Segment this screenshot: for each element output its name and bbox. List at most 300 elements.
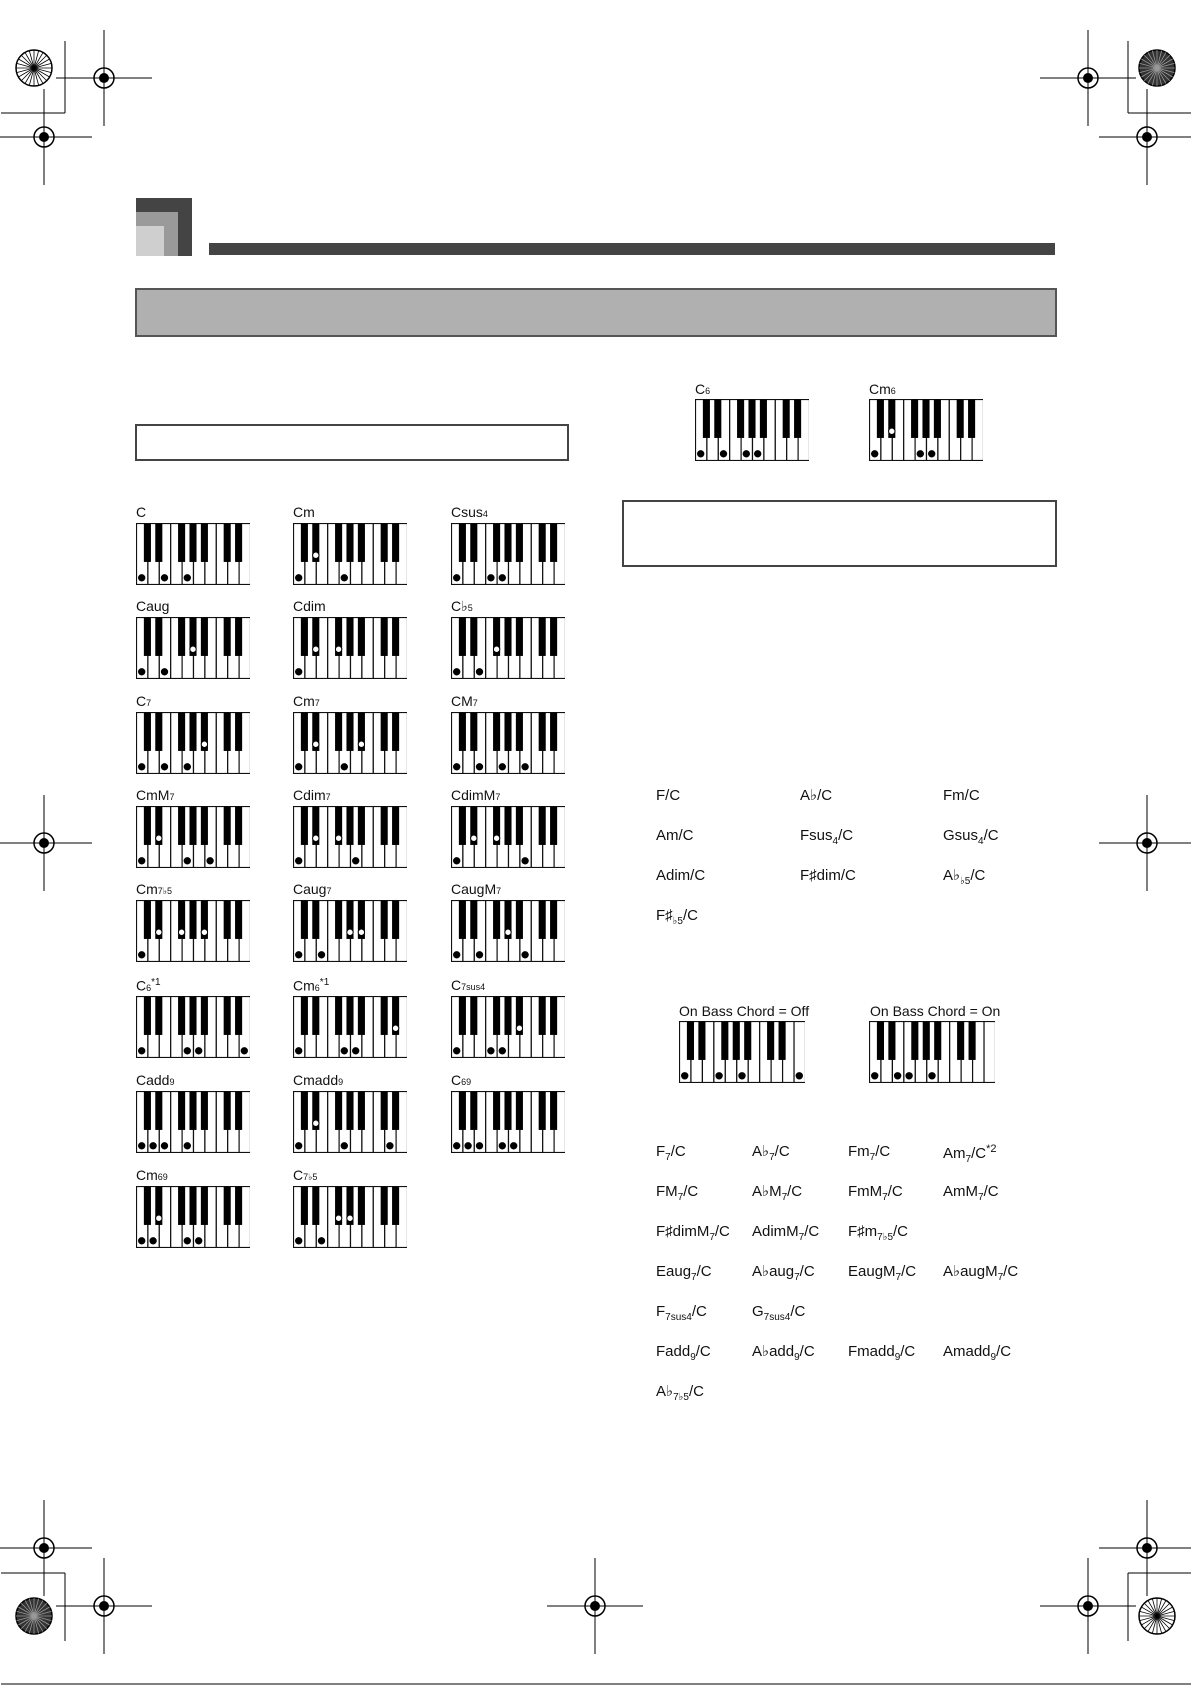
chord-root: A♭ [656,1383,674,1400]
black-key [144,807,151,845]
chord-root: Am/C [656,827,694,844]
black-key [934,400,941,438]
key-dot [347,929,353,935]
black-key [504,618,511,656]
black-key [687,1022,694,1060]
chord-name [293,882,331,896]
trim-line [1127,1572,1129,1642]
chord-root: Cm [293,977,315,994]
chord-root: Fadd [656,1343,691,1360]
black-key [189,997,196,1035]
black-key [516,807,523,845]
key-dot [296,1238,302,1244]
chord-bass: /C [691,1303,707,1320]
chord-name [656,868,705,883]
chord-root: FmM [848,1183,883,1200]
black-key [550,524,557,562]
key-dot [139,1143,145,1149]
key-dot [201,741,207,747]
trim-line [1127,1572,1191,1574]
chord-root: Am [943,1145,966,1162]
chord-name [656,1184,698,1203]
key-dot [499,575,505,581]
key-dot [184,1143,190,1149]
chord-suffix: 5 [467,603,473,613]
black-key [550,997,557,1035]
key-dot [296,952,302,958]
chord-suffix: 9 [794,1352,800,1363]
black-key [189,807,196,845]
key-dot [743,451,749,457]
chord-name [869,382,896,396]
black-key [516,524,523,562]
chord-root: Cm [136,881,158,897]
key-dot [476,1143,482,1149]
chord-suffix: 7 [895,1272,902,1283]
black-key [301,524,308,562]
black-key [392,713,399,751]
black-key [877,1022,884,1060]
key-dot [716,1073,722,1079]
key-dot [739,1073,745,1079]
chord-name [136,882,172,896]
chord-suffix: 7♭5 [877,1232,894,1243]
black-key [877,400,884,438]
black-key [381,1092,388,1130]
chord-root: A♭augM [943,1263,998,1280]
key-dot [929,1073,935,1079]
chord-suffix: 7 [325,792,331,802]
chord-keyboard [293,1186,407,1248]
black-key [459,618,466,656]
chord-name [136,505,146,519]
black-key [698,1022,705,1060]
chord-root: Caug [136,598,170,614]
black-key [767,1022,774,1060]
chord-root: CmM [136,787,170,803]
black-key [358,1092,365,1130]
black-key [922,400,929,438]
black-key [235,1187,242,1225]
trim-line [64,40,66,114]
chord-root: Cm [293,504,315,520]
black-key [144,524,151,562]
black-key [504,524,511,562]
black-key [189,901,196,939]
chord-suffix: 7 [798,1232,805,1243]
key-dot [493,646,499,652]
key-dot [476,764,482,770]
black-key [733,1022,740,1060]
chord-root: Cdim [293,598,326,614]
key-dot [139,764,145,770]
key-dot [505,929,511,935]
key-dot [313,741,319,747]
key-dot [341,575,347,581]
black-key [358,618,365,656]
chord-root: A♭/C [800,787,833,804]
black-key [224,618,231,656]
key-dot [161,575,167,581]
key-dot [889,428,895,434]
key-dot [720,451,726,457]
black-key [358,1187,365,1225]
chord-root: FM [656,1183,678,1200]
trim-line [0,112,66,114]
chord-suffix: 7 [769,1152,775,1163]
chord-name [656,1264,712,1283]
black-key [459,807,466,845]
key-dot [341,1143,347,1149]
black-key [504,1092,511,1130]
chord-root: AdimM [752,1223,799,1240]
black-key [358,807,365,845]
chord-keyboard [293,523,407,585]
chord-bass: /C [900,1343,916,1360]
chord-keyboard [451,617,565,679]
black-key [550,1092,557,1130]
chord-suffix: 7♭5 [303,1172,318,1182]
key-dot [296,858,302,864]
key-dot [241,1048,247,1054]
black-key [550,807,557,845]
black-key [155,713,162,751]
chord-bass: /C [799,1263,815,1280]
fingered-heading-box [135,424,569,461]
black-key [235,997,242,1035]
chord-suffix: 6 [146,982,152,993]
black-key [504,713,511,751]
chord-suffix: 9 [690,1352,696,1363]
on-bass-on-label: On Bass Chord = On [870,1003,1001,1019]
chord-suffix: 7 [978,1192,984,1203]
chord-suffix: 7♭5 [673,1392,689,1403]
black-key [301,997,308,1035]
key-dot [156,1215,162,1221]
chord-suffix: 69 [157,1172,168,1182]
chord-root: F/C [656,787,681,804]
black-key [516,713,523,751]
trim-line [0,1572,66,1574]
chord-name [293,505,315,519]
key-dot [522,858,528,864]
chord-suffix: 69 [461,1077,472,1087]
chord-suffix: 6 [890,386,896,396]
chord-name [656,1384,704,1403]
key-dot [161,669,167,675]
key-dot [872,1073,878,1079]
chord-bass: /C [875,1143,891,1160]
black-key [923,1022,930,1060]
black-key [539,618,546,656]
key-dot [296,669,302,675]
black-key [335,524,342,562]
chord-suffix: 7 [146,698,152,708]
key-dot [196,1238,202,1244]
chord-name [848,1184,903,1203]
chord-name [136,599,169,613]
chord-root: A♭ [752,1143,770,1160]
chord-suffix: 4 [832,836,839,847]
black-key [201,618,208,656]
key-dot [139,858,145,864]
black-key [381,1187,388,1225]
key-dot [341,764,347,770]
black-key [189,524,196,562]
black-key [235,524,242,562]
chord-keyboard [136,806,250,868]
key-dot [178,929,184,935]
note-box [622,500,1057,567]
chord-name [800,788,832,803]
chord-keyboard [451,712,565,774]
chord-suffix: 6 [314,982,320,993]
chord-root: C [451,1072,462,1088]
chord-suffix: 7 [665,1152,671,1163]
black-key [911,1022,918,1060]
chord-root: Fm/C [943,787,980,804]
chord-root: F♯dim/C [800,867,856,884]
chord-keyboard [451,1091,565,1153]
chord-keyboard [451,523,565,585]
chord-name [848,1344,915,1363]
black-key [392,807,399,845]
black-key [178,807,185,845]
black-key [783,400,790,438]
chord-name [293,1073,343,1087]
chord-bass: /C [695,1343,711,1360]
chord-root: Csus [451,504,483,520]
chord-name [136,1073,174,1087]
black-key [539,807,546,845]
chord-bass: /C [799,1343,815,1360]
chord-suffix: 7♭5 [157,886,173,896]
black-key [888,1022,895,1060]
black-key [934,1022,941,1060]
chord-name [451,694,478,708]
chord-root: C [136,504,147,520]
color-target-mark [14,1596,54,1636]
chord-root: F [656,1303,666,1320]
chord-suffix: 7 [169,792,175,802]
key-dot [516,1025,522,1031]
chord-name [656,1304,707,1323]
crosshair-mark [0,795,92,891]
chord-root: Eaug [656,1263,692,1280]
chord-name [293,694,320,708]
chord-keyboard [136,617,250,679]
footnote-mark: *1 [151,977,161,988]
key-dot [335,646,341,652]
black-key [516,901,523,939]
key-dot [139,1238,145,1244]
black-key [224,997,231,1035]
chord-suffix: 7 [691,1272,697,1283]
chord-root: Gsus [943,827,979,844]
chord-bass: /C [838,827,854,844]
black-key [301,1092,308,1130]
black-key [392,1187,399,1225]
chord-suffix: 7 [326,886,332,896]
chord-root: C [293,1167,304,1183]
chord-name [451,882,501,896]
chord-suffix: 9 [169,1077,175,1087]
black-key [459,901,466,939]
key-dot [318,952,324,958]
chord-suffix: 9 [990,1352,997,1363]
chord-suffix: 9 [894,1352,901,1363]
black-key [493,997,500,1035]
chord-name [752,1344,815,1363]
key-dot [139,669,145,675]
key-dot [493,835,499,841]
key-dot [150,1238,156,1244]
chord-name [656,788,680,803]
key-dot [318,1238,324,1244]
black-key [235,618,242,656]
black-key [346,713,353,751]
black-key [493,713,500,751]
key-dot [522,764,528,770]
chord-name [451,505,488,519]
black-key [470,524,477,562]
color-target-mark [1137,1596,1177,1636]
key-dot [387,1143,393,1149]
black-key [346,997,353,1035]
black-key [312,997,319,1035]
chord-bass: /C [983,827,999,844]
section-header-rule [209,243,1055,255]
black-key [493,901,500,939]
chord-name [800,868,856,883]
key-dot [465,1143,471,1149]
key-dot [190,646,196,652]
chord-bass: /C [996,1343,1012,1360]
chord-keyboard [293,712,407,774]
chord-root: CdimM [451,787,496,803]
chord-root: C [695,381,706,397]
chord-root: G [752,1303,764,1320]
chord-suffix: 7 [709,1232,715,1243]
black-key [539,713,546,751]
key-dot [454,764,460,770]
black-key [301,713,308,751]
black-key [493,1092,500,1130]
chord-keyboard [695,399,809,461]
chord-name [695,382,710,396]
black-key [721,1022,728,1060]
black-key [178,618,185,656]
black-key [381,713,388,751]
crosshair-mark [1040,1558,1136,1654]
black-key [346,618,353,656]
chord-name [293,1168,317,1182]
chord-bass: /C [774,1143,790,1160]
black-key [224,901,231,939]
key-dot [161,764,167,770]
chord-name [943,868,985,887]
crosshair-mark [1099,795,1191,891]
chord-bass: /C [670,1143,686,1160]
key-dot [184,764,190,770]
black-key [381,807,388,845]
chord-suffix: 6 [705,386,711,396]
black-key [470,618,477,656]
black-key [392,618,399,656]
black-key [516,1092,523,1130]
chord-name [943,1184,999,1203]
black-key [301,1187,308,1225]
key-dot [296,1048,302,1054]
chord-root: F♯ [656,907,673,924]
black-key [201,997,208,1035]
key-dot [184,858,190,864]
chord-name [656,1224,730,1243]
key-dot [499,1143,505,1149]
key-dot [872,451,878,457]
black-key [301,807,308,845]
chord-keyboard [293,617,407,679]
chord-name [943,788,980,803]
chord-keyboard [136,996,250,1058]
black-key [381,901,388,939]
black-key [178,1092,185,1130]
black-key [178,997,185,1035]
black-key [969,1022,976,1060]
black-key [224,1092,231,1130]
chord-name [656,828,694,843]
chord-root: AmM [943,1183,978,1200]
footnote-mark: *1 [319,977,330,988]
key-dot [156,929,162,935]
chord-suffix: 7 [794,1272,800,1283]
key-dot [184,575,190,581]
chord-root: A♭ [943,867,961,884]
black-key [714,400,721,438]
on-bass-off-label: On Bass Chord = Off [679,1003,810,1019]
key-dot [139,1048,145,1054]
chord-bass: /C [893,1223,909,1240]
chord-name [752,1264,815,1283]
chord-root: Fm [848,1143,870,1160]
black-key [178,524,185,562]
black-key [224,807,231,845]
chord-name [136,788,174,802]
chord-name [752,1184,802,1203]
chord-root: Cadd [136,1072,170,1088]
black-key [346,807,353,845]
black-key [392,901,399,939]
key-dot [511,1143,517,1149]
chord-name [943,1264,1018,1283]
chord-suffix: ♭5 [672,916,683,927]
black-key [358,997,365,1035]
black-key [539,524,546,562]
chord-name [943,1144,996,1165]
key-dot [929,451,935,457]
chord-root: C [451,977,462,993]
key-dot [161,1143,167,1149]
black-key [335,901,342,939]
key-dot [296,1143,302,1149]
black-key [459,1092,466,1130]
chord-suffix: 9 [338,1077,344,1087]
key-dot [201,929,207,935]
black-key [312,901,319,939]
black-key [301,618,308,656]
chord-name [656,1344,711,1363]
key-dot [296,575,302,581]
